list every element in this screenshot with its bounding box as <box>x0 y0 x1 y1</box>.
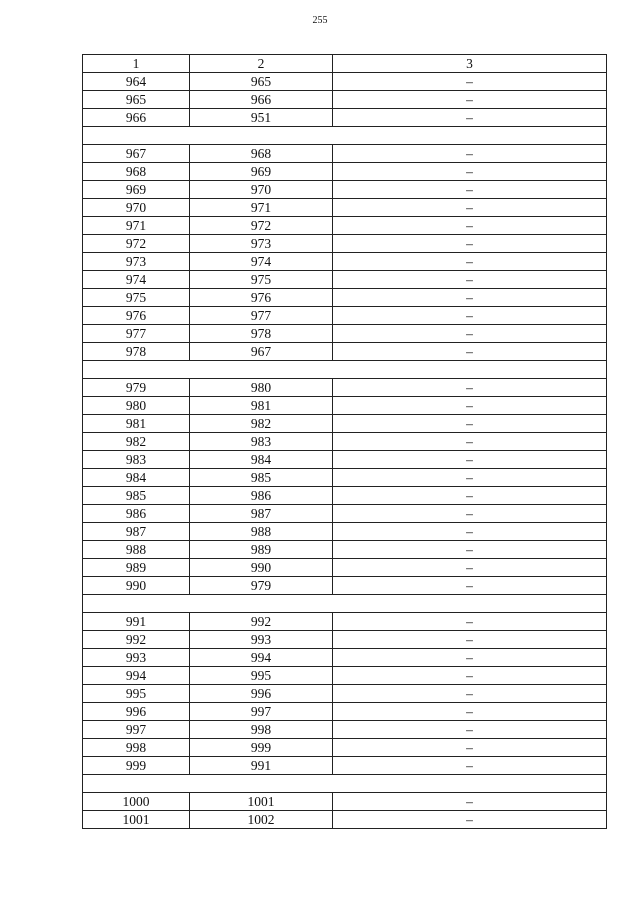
table-cell-col-3: – <box>333 379 607 397</box>
table-cell-col-1: 966 <box>83 109 190 127</box>
table-cell-col-1: 984 <box>83 469 190 487</box>
group-separator-row <box>83 775 607 793</box>
table-row <box>83 739 607 757</box>
table-cell-col-3: – <box>333 523 607 541</box>
table-cell-col-3: – <box>333 811 607 829</box>
table-cell-col-1: 1000 <box>83 793 190 811</box>
table-cell-col-2: 990 <box>190 559 333 577</box>
table-cell-col-2: 998 <box>190 721 333 739</box>
table-cell-col-1: 994 <box>83 667 190 685</box>
table-cell-col-1: 996 <box>83 703 190 721</box>
table-cell-col-3: – <box>333 235 607 253</box>
table-cell-col-1: 979 <box>83 379 190 397</box>
table-cell-col-2: 983 <box>190 433 333 451</box>
table-cell-col-1: 969 <box>83 181 190 199</box>
table-row <box>83 271 607 289</box>
table-cell-col-2: 996 <box>190 685 333 703</box>
table-cell-col-2: 951 <box>190 109 333 127</box>
table-cell-col-1: 976 <box>83 307 190 325</box>
table-row <box>83 793 607 811</box>
table-cell-col-2: 977 <box>190 307 333 325</box>
table-cell-col-3: – <box>333 739 607 757</box>
table-cell-col-1: 997 <box>83 721 190 739</box>
table-cell-col-2: 981 <box>190 397 333 415</box>
table-cell-col-3: – <box>333 667 607 685</box>
table-cell-col-3: – <box>333 793 607 811</box>
table-cell-col-1: 971 <box>83 217 190 235</box>
table-row <box>83 343 607 361</box>
table-cell-col-2: 968 <box>190 145 333 163</box>
table-row <box>83 811 607 829</box>
table-row <box>83 667 607 685</box>
table-row <box>83 145 607 163</box>
table-cell-col-1: 968 <box>83 163 190 181</box>
table-cell-col-1: 993 <box>83 649 190 667</box>
table-row <box>83 757 607 775</box>
table-cell-col-1: 974 <box>83 271 190 289</box>
separator-cell <box>83 595 607 613</box>
table-cell-col-2: 991 <box>190 757 333 775</box>
table-cell-col-1: 998 <box>83 739 190 757</box>
table-cell-col-2: 989 <box>190 541 333 559</box>
table-row <box>83 469 607 487</box>
table-cell-col-3: – <box>333 577 607 595</box>
table-cell-col-2: 967 <box>190 343 333 361</box>
table-row <box>83 559 607 577</box>
table-cell-col-2: 982 <box>190 415 333 433</box>
separator-cell <box>83 127 607 145</box>
table-cell-col-2: 972 <box>190 217 333 235</box>
table-cell-col-2: 994 <box>190 649 333 667</box>
table-cell-col-2: 971 <box>190 199 333 217</box>
table-cell-col-2: 985 <box>190 469 333 487</box>
table-row <box>83 523 607 541</box>
table-cell-col-3: – <box>333 181 607 199</box>
table-cell-col-3: – <box>333 91 607 109</box>
table-cell-col-2: 976 <box>190 289 333 307</box>
table-cell-col-3: – <box>333 487 607 505</box>
table-row <box>83 289 607 307</box>
table-cell-col-1: 975 <box>83 289 190 307</box>
table-row <box>83 505 607 523</box>
table-row <box>83 415 607 433</box>
table-row <box>83 235 607 253</box>
table-cell-col-2: 997 <box>190 703 333 721</box>
table-cell-col-2: 979 <box>190 577 333 595</box>
table-cell-col-1: 977 <box>83 325 190 343</box>
table-cell-col-1: 970 <box>83 199 190 217</box>
table-cell-col-1: 999 <box>83 757 190 775</box>
table-cell-col-1: 981 <box>83 415 190 433</box>
table-cell-col-3: – <box>333 757 607 775</box>
group-separator-row <box>83 595 607 613</box>
table-cell-col-1: 987 <box>83 523 190 541</box>
table-cell-col-1: 964 <box>83 73 190 91</box>
table-row <box>83 685 607 703</box>
table-cell-col-3: – <box>333 631 607 649</box>
table-cell-col-3: – <box>333 109 607 127</box>
table-cell-col-1: 992 <box>83 631 190 649</box>
table-cell-col-2: 965 <box>190 73 333 91</box>
table-cell-col-3: – <box>333 685 607 703</box>
header-cell-2: 2 <box>190 55 333 73</box>
table-cell-col-1: 986 <box>83 505 190 523</box>
separator-cell <box>83 775 607 793</box>
table-cell-col-1: 973 <box>83 253 190 271</box>
table-cell-col-2: 987 <box>190 505 333 523</box>
table-cell-col-2: 1001 <box>190 793 333 811</box>
table-cell-col-1: 983 <box>83 451 190 469</box>
table-row <box>83 91 607 109</box>
table-cell-col-3: – <box>333 271 607 289</box>
table-cell-col-3: – <box>333 721 607 739</box>
table-cell-col-1: 1001 <box>83 811 190 829</box>
table-cell-col-3: – <box>333 703 607 721</box>
table-cell-col-3: – <box>333 559 607 577</box>
table-cell-col-3: – <box>333 649 607 667</box>
table-cell-col-3: – <box>333 415 607 433</box>
table-cell-col-1: 978 <box>83 343 190 361</box>
table-row <box>83 721 607 739</box>
table-cell-col-3: – <box>333 613 607 631</box>
table-cell-col-2: 984 <box>190 451 333 469</box>
table-cell-col-2: 966 <box>190 91 333 109</box>
table-cell-col-2: 986 <box>190 487 333 505</box>
table-cell-col-2: 975 <box>190 271 333 289</box>
separator-cell <box>83 361 607 379</box>
table-cell-col-3: – <box>333 433 607 451</box>
table-cell-col-3: – <box>333 73 607 91</box>
table-cell-col-2: 969 <box>190 163 333 181</box>
table-cell-col-2: 980 <box>190 379 333 397</box>
table-cell-col-2: 970 <box>190 181 333 199</box>
table-cell-col-2: 973 <box>190 235 333 253</box>
table-cell-col-3: – <box>333 217 607 235</box>
table-cell-col-3: – <box>333 253 607 271</box>
table-cell-col-1: 967 <box>83 145 190 163</box>
table-cell-col-3: – <box>333 289 607 307</box>
table-cell-col-2: 978 <box>190 325 333 343</box>
table-cell-col-1: 991 <box>83 613 190 631</box>
table-row <box>83 451 607 469</box>
table-row <box>83 199 607 217</box>
page-number: 255 <box>312 15 328 26</box>
table-cell-col-1: 972 <box>83 235 190 253</box>
table-row <box>83 397 607 415</box>
table-cell-col-1: 965 <box>83 91 190 109</box>
table-cell-col-1: 982 <box>83 433 190 451</box>
table-row <box>83 253 607 271</box>
table-row <box>83 379 607 397</box>
table-cell-col-1: 995 <box>83 685 190 703</box>
table-cell-col-1: 985 <box>83 487 190 505</box>
group-separator-row <box>83 361 607 379</box>
table-cell-col-1: 988 <box>83 541 190 559</box>
group-separator-row <box>83 127 607 145</box>
table-cell-col-1: 990 <box>83 577 190 595</box>
table-cell-col-2: 995 <box>190 667 333 685</box>
table-row <box>83 73 607 91</box>
table-row <box>83 433 607 451</box>
table-cell-col-3: – <box>333 325 607 343</box>
table-body <box>83 55 607 829</box>
table-row <box>83 631 607 649</box>
table-row <box>83 649 607 667</box>
table-cell-col-3: – <box>333 145 607 163</box>
table-cell-col-2: 992 <box>190 613 333 631</box>
data-table <box>82 54 607 829</box>
table-row <box>83 109 607 127</box>
table-cell-col-3: – <box>333 451 607 469</box>
table-row <box>83 325 607 343</box>
table-row <box>83 703 607 721</box>
table-row <box>83 541 607 559</box>
table-cell-col-3: – <box>333 541 607 559</box>
header-cell-3: 3 <box>333 55 607 73</box>
table-cell-col-1: 989 <box>83 559 190 577</box>
table-cell-col-3: – <box>333 163 607 181</box>
table-row <box>83 307 607 325</box>
table-row <box>83 487 607 505</box>
table-cell-col-2: 988 <box>190 523 333 541</box>
table-cell-col-2: 1002 <box>190 811 333 829</box>
table-cell-col-3: – <box>333 469 607 487</box>
table-cell-col-3: – <box>333 343 607 361</box>
table-cell-col-2: 999 <box>190 739 333 757</box>
table-row <box>83 613 607 631</box>
table-cell-col-3: – <box>333 505 607 523</box>
table-row <box>83 217 607 235</box>
table-row <box>83 163 607 181</box>
table-cell-col-3: – <box>333 199 607 217</box>
table-cell-col-2: 974 <box>190 253 333 271</box>
table-row <box>83 577 607 595</box>
table-cell-col-1: 980 <box>83 397 190 415</box>
table-cell-col-3: – <box>333 397 607 415</box>
table-cell-col-2: 993 <box>190 631 333 649</box>
table-cell-col-3: – <box>333 307 607 325</box>
table-row <box>83 181 607 199</box>
header-row <box>83 55 607 73</box>
header-cell-1: 1 <box>83 55 190 73</box>
